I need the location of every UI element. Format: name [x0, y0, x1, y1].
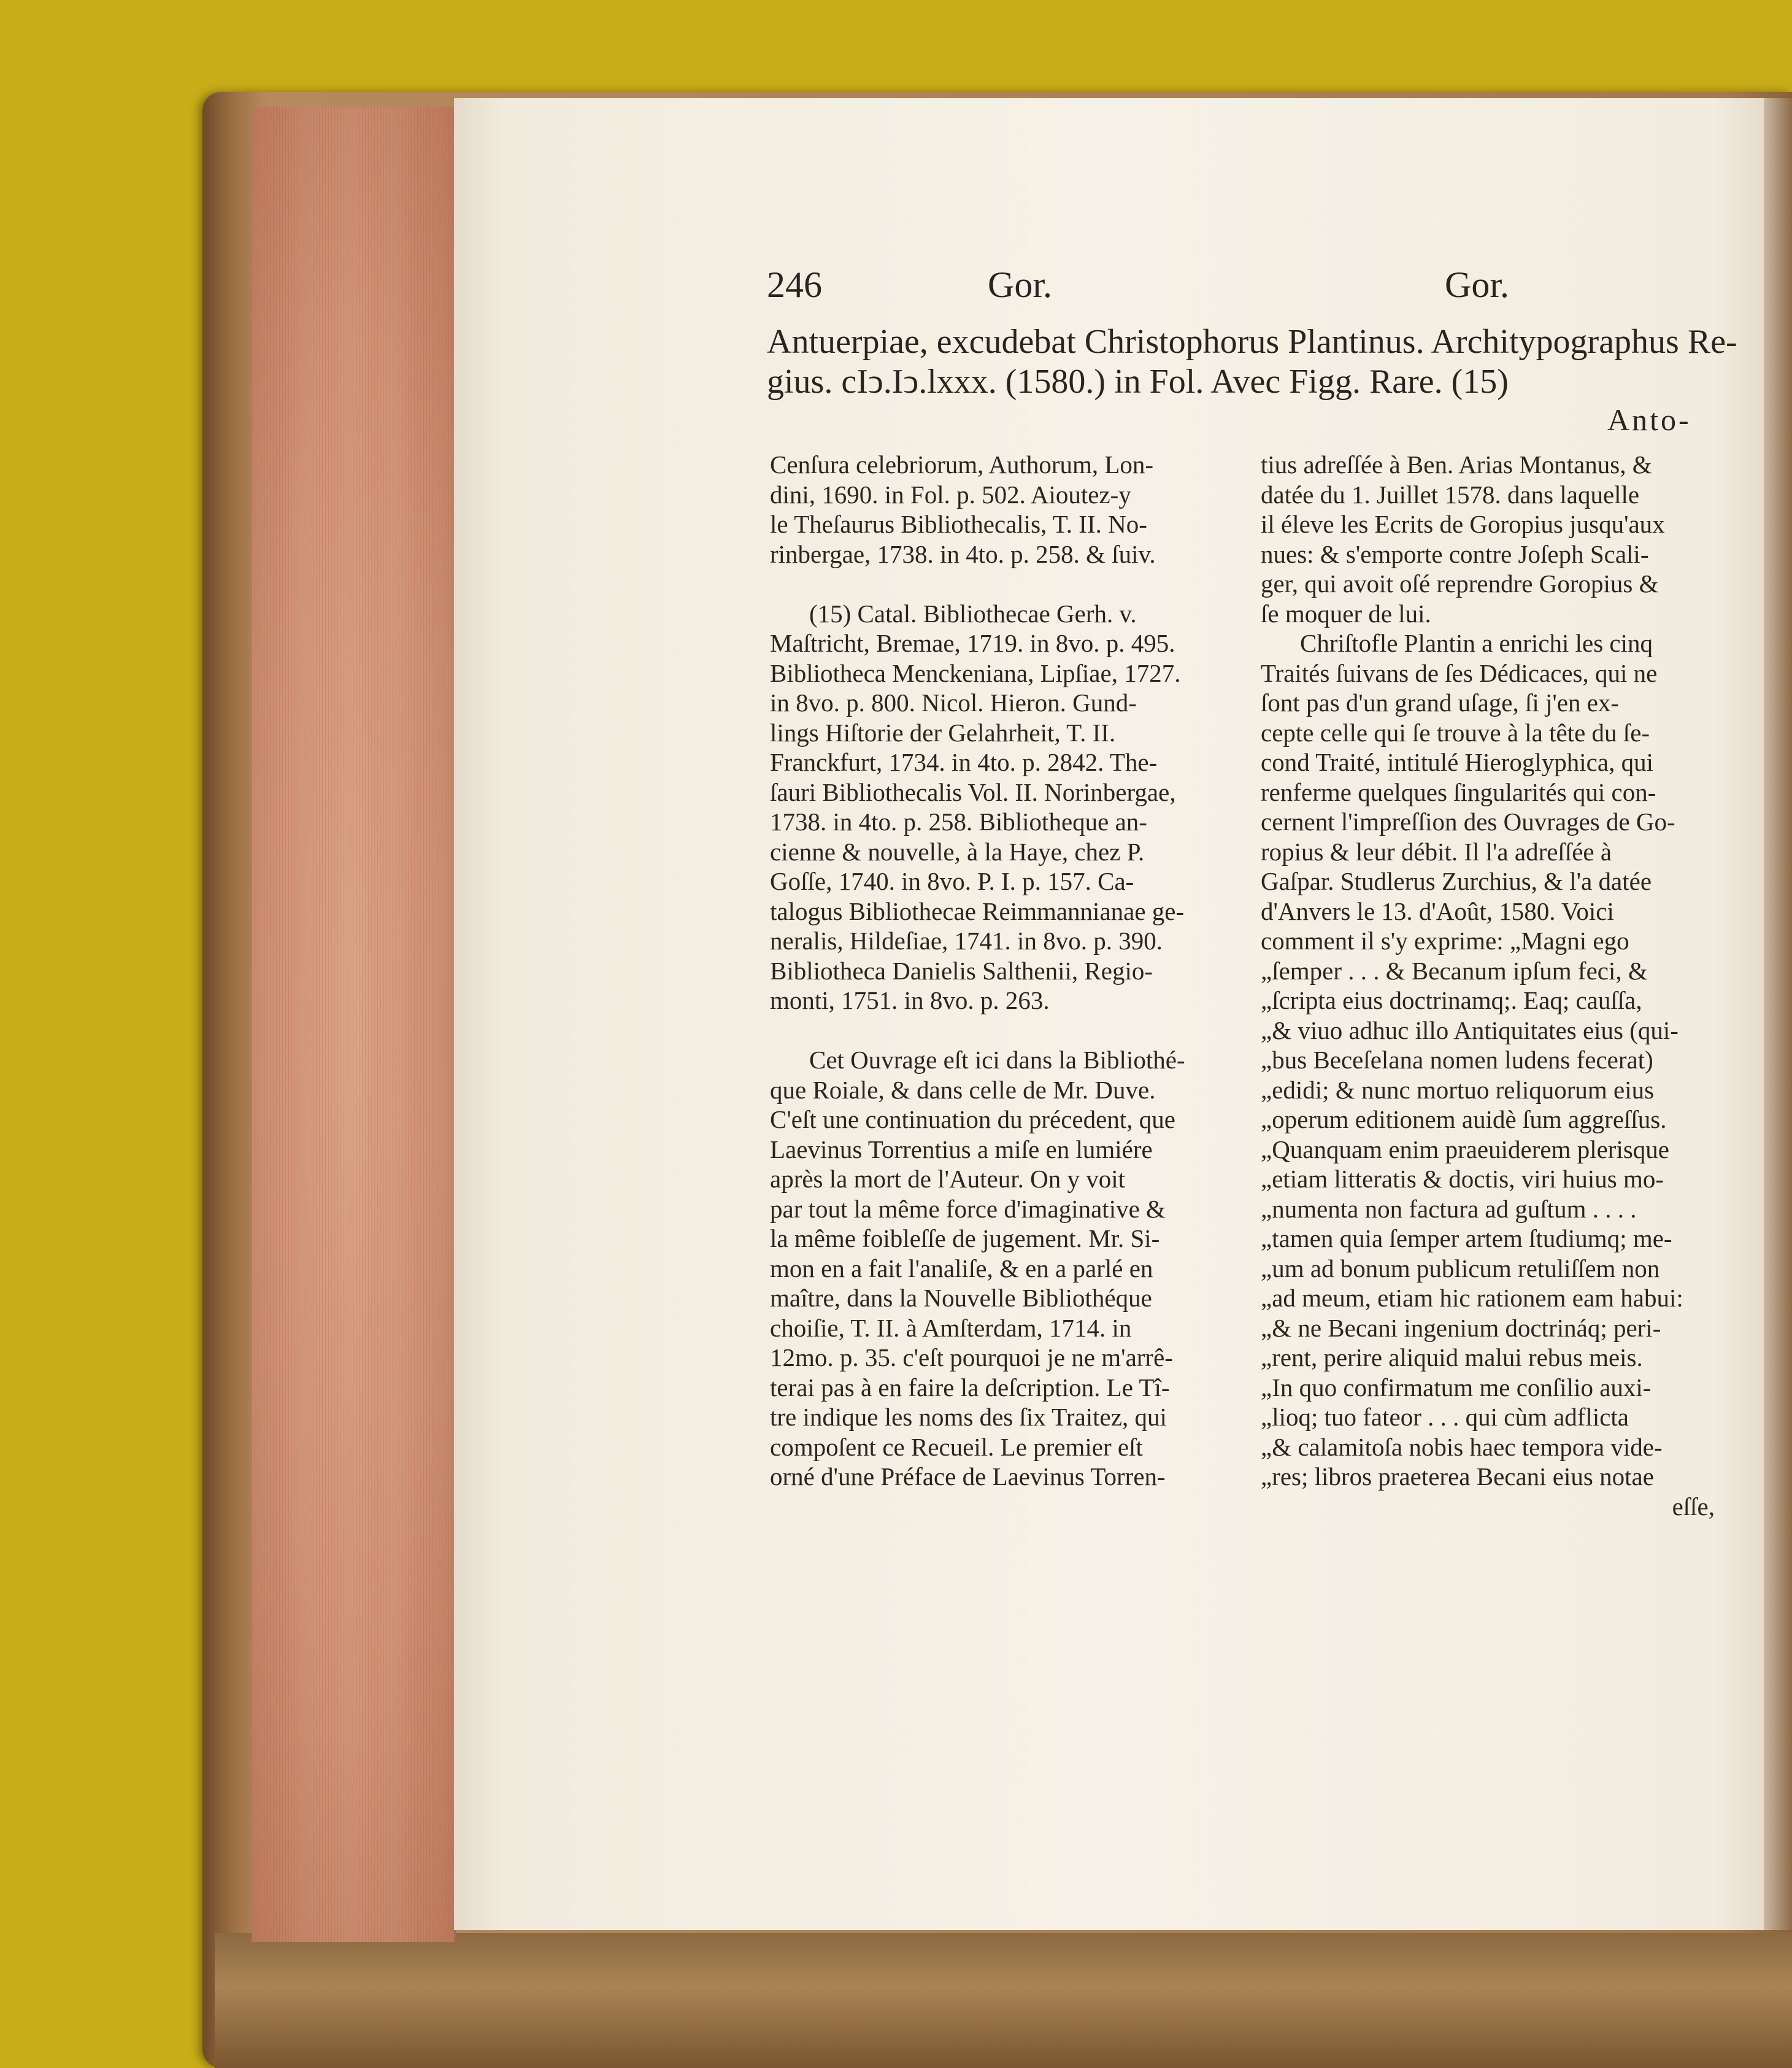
- text-line: cernent l'impreſſion des Ouvrages de Go-: [1261, 808, 1675, 836]
- text-line: ger, qui avoit oſé reprendre Goropius &: [1261, 569, 1659, 598]
- text-line: „rent, perire aliquid malui rebus meis.: [1261, 1343, 1643, 1372]
- text-line: maître, dans la Nouvelle Bibliothéque: [770, 1284, 1152, 1312]
- text-line: „& calamitoſa nobis haec tempora vide-: [1261, 1432, 1663, 1461]
- title-line-2: gius. cIↄ.Iↄ.lxxx. (1580.) in Fol. Avec Figg. Rare. (15): [767, 363, 1509, 401]
- text-line: tius adreſſée à Ben. Arias Montanus, &: [1261, 450, 1652, 479]
- paragraph-gap: [770, 1016, 1230, 1046]
- text-line: „Quanquam enim praeuiderem plerisque: [1261, 1135, 1669, 1163]
- text-line: dini, 1690. in Fol. p. 502. Aioutez-y: [770, 480, 1131, 509]
- text-line: choiſie, T. II. à Amſterdam, 1714. in: [770, 1313, 1132, 1342]
- text-line: „etiam litteratis & doctis, viri huius mo-: [1261, 1165, 1664, 1193]
- catchword: Anto-: [1607, 403, 1691, 437]
- text-line: Cenſura celebriorum, Authorum, Lon-: [770, 450, 1154, 479]
- text-line: monti, 1751. in 8vo. p. 263.: [770, 986, 1050, 1014]
- text-line: Laevinus Torrentius a miſe en lumiére: [770, 1135, 1153, 1163]
- text-line: datée du 1. Juillet 1578. dans laquelle: [1261, 480, 1640, 509]
- text-line: Traités ſuivans de ſes Dédicaces, qui ne: [1261, 658, 1658, 687]
- text-line: ropius & leur débit. Il l'a adreſſée à: [1261, 837, 1612, 866]
- text-line: (15) Catal. Bibliothecae Gerh. v.: [809, 599, 1137, 628]
- text-line: C'eſt une continuation du précedent, que: [770, 1105, 1175, 1133]
- text-line: d'Anvers le 13. d'Août, 1580. Voici: [1261, 897, 1614, 925]
- left-column: [770, 450, 1230, 1492]
- book-cover-bottom: [215, 1933, 1792, 2068]
- text-line: rinbergae, 1738. in 4to. p. 258. & ſuiv.: [770, 539, 1156, 568]
- text-line: ſauri Bibliothecalis Vol. II. Norinbergae,: [770, 777, 1176, 806]
- text-line: terai pas à en faire la deſcription. Le Tî-: [770, 1373, 1170, 1402]
- text-line: compoſent ce Recueil. Le premier eſt: [770, 1432, 1143, 1461]
- text-line: nues: & s'emporte contre Joſeph Scali-: [1261, 539, 1649, 568]
- text-line: lings Hiſtorie der Gelahrheit, T. II.: [770, 718, 1116, 747]
- text-line: eſſe,: [1672, 1492, 1715, 1521]
- text-line: par tout la même force d'imaginative &: [770, 1194, 1166, 1223]
- text-line: „operum editionem auidè ſum aggreſſus.: [1261, 1105, 1667, 1133]
- text-line: „ſemper . . . & Becanum ipſum feci, &: [1261, 956, 1648, 985]
- text-line: 1738. in 4to. p. 258. Bibliotheque an-: [770, 808, 1147, 836]
- text-line: la même foibleſſe de jugement. Mr. Si-: [770, 1224, 1160, 1252]
- text-line: cienne & nouvelle, à la Haye, chez P.: [770, 837, 1145, 866]
- text-line: cond Traité, intitulé Hieroglyphica, qui: [1261, 748, 1653, 776]
- text-line: Bibliotheca Menckeniana, Lipſiae, 1727.: [770, 658, 1181, 687]
- text-line: mon en a fait l'analiſe, & en a parlé en: [770, 1254, 1153, 1283]
- text-line: „tamen quia ſemper artem ſtudiumq; me-: [1261, 1224, 1672, 1252]
- text-line: tre indique les noms des ſix Traitez, qui: [770, 1403, 1167, 1431]
- right-column: [1261, 450, 1715, 1521]
- text-line: cepte celle qui ſe trouve à la tête du ſe-: [1261, 718, 1650, 747]
- text-line: le Theſaurus Bibliothecalis, T. II. No-: [770, 510, 1147, 538]
- text-line: talogus Bibliothecae Reimmannianae ge-: [770, 897, 1185, 925]
- text-line: renferme quelques ſingularités qui con-: [1261, 777, 1656, 806]
- paragraph-gap: [770, 569, 1230, 599]
- page-fore-edge: [252, 107, 456, 1942]
- text-line: „bus Beceſelana nomen ludens fecerat): [1261, 1046, 1653, 1074]
- text-line: „lioq; tuo fateor . . . qui cùm adflicta: [1261, 1403, 1629, 1431]
- text-line: „res; libros praeterea Becani eius notae: [1261, 1462, 1654, 1491]
- text-line: que Roiale, & dans celle de Mr. Duve.: [770, 1075, 1156, 1104]
- text-line: „& ne Becani ingenium doctrináq; peri-: [1261, 1313, 1661, 1342]
- text-line: Chriſtofle Plantin a enrichi les cinq: [1300, 629, 1653, 657]
- page-number: 246: [767, 264, 822, 305]
- text-line: „edidi; & nunc mortuo reliquorum eius: [1261, 1075, 1655, 1104]
- text-line: Goſſe, 1740. in 8vo. P. I. p. 157. Ca-: [770, 867, 1134, 895]
- text-line: in 8vo. p. 800. Nicol. Hieron. Gund-: [770, 689, 1137, 717]
- text-line: „In quo confirmatum me conſilio auxi-: [1261, 1373, 1652, 1402]
- text-line: Gaſpar. Studlerus Zurchius, & l'a datée: [1261, 867, 1652, 895]
- text-line: „numenta non factura ad guſtum . . . .: [1261, 1194, 1637, 1223]
- text-line: il éleve les Ecrits de Goropius jusqu'aux: [1261, 510, 1665, 538]
- text-line: ſe moquer de lui.: [1261, 599, 1431, 628]
- text-line: Cet Ouvrage eſt ici dans la Bibliothé-: [809, 1046, 1185, 1074]
- text-line: Maſtricht, Bremae, 1719. in 8vo. p. 495.: [770, 629, 1175, 657]
- page-gutter-shadow: [1764, 98, 1792, 1930]
- text-line: „& viuo adhuc illo Antiquitates eius (qui-: [1261, 1016, 1679, 1044]
- text-line: 12mo. p. 35. c'eſt pourquoi je ne m'arrê-: [770, 1343, 1173, 1372]
- text-line: „ad meum, etiam hic rationem eam habui:: [1261, 1284, 1683, 1312]
- text-line: orné d'une Préface de Laevinus Torren-: [770, 1462, 1166, 1491]
- running-head-left: Gor.: [988, 264, 1052, 305]
- text-line: Bibliotheca Danielis Salthenii, Regio-: [770, 956, 1153, 985]
- running-head-right: Gor.: [1445, 264, 1509, 305]
- text-line: neralis, Hildeſiae, 1741. in 8vo. p. 390.: [770, 927, 1163, 955]
- text-line: après la mort de l'Auteur. On y voit: [770, 1165, 1125, 1193]
- text-line: „um ad bonum publicum retuliſſem non: [1261, 1254, 1660, 1283]
- title-line-1: Antuerpiae, excudebat Christophorus Plantinus. Architypographus Re-: [767, 323, 1737, 361]
- text-line: ſont pas d'un grand uſage, ſi j'en ex-: [1261, 689, 1620, 717]
- text-line: comment il s'y exprime: „Magni ego: [1261, 927, 1629, 955]
- text-line: Franckfurt, 1734. in 4to. p. 2842. The-: [770, 748, 1158, 776]
- text-line: „ſcripta eius doctrinamq;. Eaq; cauſſa,: [1261, 986, 1642, 1014]
